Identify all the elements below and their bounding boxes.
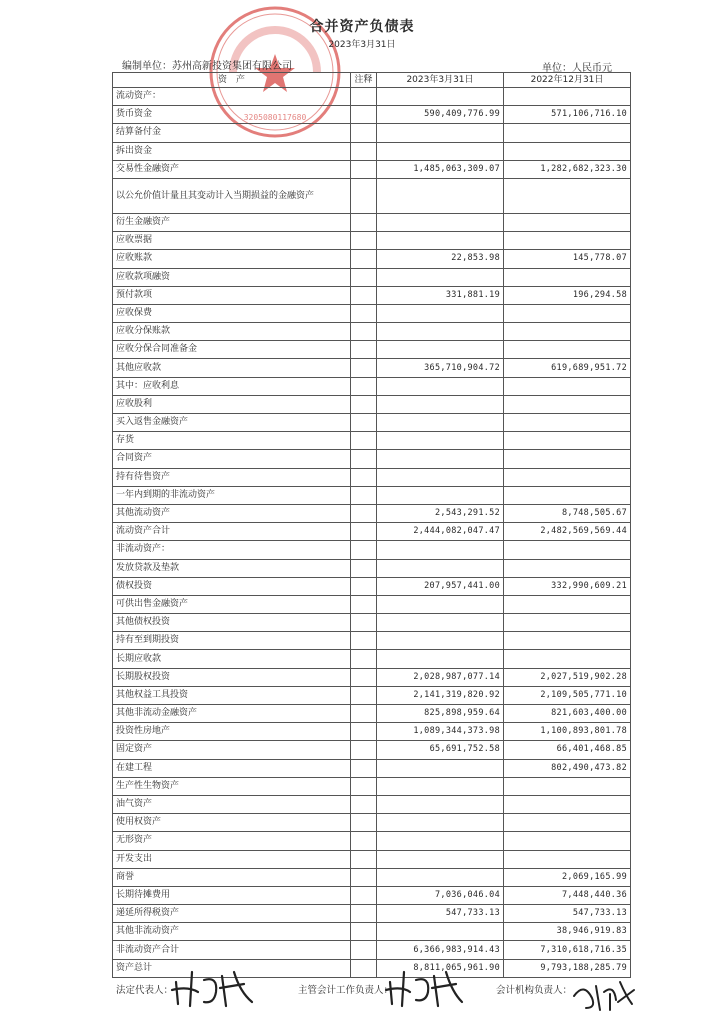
entity-label: 编制单位：苏州高新投资集团有限公司 <box>122 61 292 72</box>
row-label: 发放贷款及垫款 <box>113 559 351 577</box>
table-row <box>113 686 631 704</box>
svg-text:3205080117680: 3205080117680 <box>243 113 307 122</box>
row-value-prior: 1,100,893,801.78 <box>504 723 631 741</box>
row-value-prior: 2,482,569,569.44 <box>504 523 631 541</box>
header-note: 注释 <box>351 73 377 88</box>
row-value-prior <box>504 614 631 632</box>
row-value-current <box>377 377 504 395</box>
table-row <box>113 650 631 668</box>
row-note <box>351 832 377 850</box>
row-value-current <box>377 232 504 250</box>
table-row <box>113 468 631 486</box>
row-value-current <box>377 341 504 359</box>
row-value-current <box>377 450 504 468</box>
row-note <box>351 468 377 486</box>
row-value-current <box>377 632 504 650</box>
table-row <box>113 395 631 413</box>
table-row <box>113 541 631 559</box>
row-value-current <box>377 468 504 486</box>
row-label: 应收股利 <box>113 395 351 413</box>
table-row <box>113 213 631 231</box>
table-row <box>113 814 631 832</box>
row-value-prior <box>504 232 631 250</box>
row-value-prior: 145,778.07 <box>504 250 631 268</box>
row-note <box>351 777 377 795</box>
row-label: 流动资产合计 <box>113 523 351 541</box>
row-value-current <box>377 868 504 886</box>
balance-sheet-table <box>112 72 631 978</box>
row-value-current <box>377 178 504 213</box>
row-label: 合同资产 <box>113 450 351 468</box>
row-value-prior: 2,109,505,771.10 <box>504 686 631 704</box>
row-value-prior <box>504 341 631 359</box>
row-value-prior <box>504 377 631 395</box>
table-row <box>113 377 631 395</box>
row-value-prior <box>504 777 631 795</box>
table-row <box>113 632 631 650</box>
table-row <box>113 359 631 377</box>
row-value-prior <box>504 486 631 504</box>
row-label: 应收分保合同准备金 <box>113 341 351 359</box>
table-row <box>113 450 631 468</box>
row-label: 持有至到期投资 <box>113 632 351 650</box>
row-label: 长期待摊费用 <box>113 886 351 904</box>
row-label: 可供出售金融资产 <box>113 595 351 613</box>
row-label: 在建工程 <box>113 759 351 777</box>
row-value-current: 8,811,065,961.90 <box>377 959 504 977</box>
row-label: 其他非流动资产 <box>113 923 351 941</box>
row-note <box>351 850 377 868</box>
row-label: 应收款项融资 <box>113 268 351 286</box>
row-note <box>351 377 377 395</box>
row-note <box>351 595 377 613</box>
row-label: 债权投资 <box>113 577 351 595</box>
row-label: 使用权资产 <box>113 814 351 832</box>
row-value-current: 6,366,983,914.43 <box>377 941 504 959</box>
row-value-prior: 332,990,609.21 <box>504 577 631 595</box>
row-value-prior <box>504 541 631 559</box>
row-value-current <box>377 486 504 504</box>
row-note <box>351 941 377 959</box>
row-note <box>351 959 377 977</box>
row-value-current: 2,028,987,077.14 <box>377 668 504 686</box>
row-label: 无形资产 <box>113 832 351 850</box>
table-row <box>113 777 631 795</box>
row-value-prior <box>504 268 631 286</box>
row-value-prior <box>504 88 631 106</box>
row-value-current <box>377 414 504 432</box>
signature-accounting-org-head <box>570 974 636 1014</box>
row-label: 其中：应收利息 <box>113 377 351 395</box>
row-note <box>351 923 377 941</box>
row-value-prior: 2,069,165.99 <box>504 868 631 886</box>
row-note <box>351 178 377 213</box>
row-value-current <box>377 595 504 613</box>
row-value-prior <box>504 414 631 432</box>
row-note <box>351 577 377 595</box>
row-value-current: 2,543,291.52 <box>377 504 504 522</box>
row-note <box>351 359 377 377</box>
row-note <box>351 395 377 413</box>
row-value-current: 590,409,776.99 <box>377 106 504 124</box>
row-label: 流动资产： <box>113 88 351 106</box>
row-note <box>351 523 377 541</box>
row-note <box>351 160 377 178</box>
row-label: 投资性房地产 <box>113 723 351 741</box>
row-note <box>351 614 377 632</box>
row-note <box>351 286 377 304</box>
row-label: 资产总计 <box>113 959 351 977</box>
row-value-current: 22,853.98 <box>377 250 504 268</box>
row-value-prior <box>504 468 631 486</box>
row-value-prior <box>504 450 631 468</box>
row-label: 持有待售资产 <box>113 468 351 486</box>
row-value-prior: 66,401,468.85 <box>504 741 631 759</box>
row-label: 固定资产 <box>113 741 351 759</box>
row-value-current <box>377 268 504 286</box>
row-label: 买入返售金融资产 <box>113 414 351 432</box>
row-value-prior: 1,282,682,323.30 <box>504 160 631 178</box>
row-label: 应收账款 <box>113 250 351 268</box>
row-value-current <box>377 777 504 795</box>
row-value-current: 7,036,046.04 <box>377 886 504 904</box>
row-label: 货币资金 <box>113 106 351 124</box>
row-note <box>351 268 377 286</box>
row-note <box>351 632 377 650</box>
table-row <box>113 759 631 777</box>
row-note <box>351 905 377 923</box>
row-value-current <box>377 395 504 413</box>
table-row <box>113 723 631 741</box>
table-row <box>113 741 631 759</box>
table-row <box>113 232 631 250</box>
table-row <box>113 106 631 124</box>
row-note <box>351 795 377 813</box>
row-label: 商誉 <box>113 868 351 886</box>
row-value-current <box>377 88 504 106</box>
row-note <box>351 759 377 777</box>
row-note <box>351 106 377 124</box>
row-note <box>351 450 377 468</box>
row-label: 应收保费 <box>113 304 351 322</box>
row-label: 结算备付金 <box>113 124 351 142</box>
row-note <box>351 232 377 250</box>
row-label: 应收分保账款 <box>113 323 351 341</box>
row-note <box>351 686 377 704</box>
row-note <box>351 486 377 504</box>
row-value-current <box>377 832 504 850</box>
row-value-prior <box>504 795 631 813</box>
table-row <box>113 941 631 959</box>
row-value-current: 365,710,904.72 <box>377 359 504 377</box>
row-value-current <box>377 814 504 832</box>
row-value-current <box>377 323 504 341</box>
row-value-current <box>377 213 504 231</box>
row-label: 递延所得税资产 <box>113 905 351 923</box>
row-value-current <box>377 614 504 632</box>
row-value-current: 207,957,441.00 <box>377 577 504 595</box>
header-current: 2023年3月31日 <box>377 73 504 88</box>
row-label: 以公允价值计量且其变动计入当期损益的金融资产 <box>113 178 351 213</box>
row-label: 其他权益工具投资 <box>113 686 351 704</box>
row-note <box>351 142 377 160</box>
row-note <box>351 341 377 359</box>
row-value-prior <box>504 178 631 213</box>
table-row <box>113 250 631 268</box>
table-row <box>113 160 631 178</box>
table-row <box>113 323 631 341</box>
row-value-prior: 9,793,188,285.79 <box>504 959 631 977</box>
row-value-prior: 7,448,440.36 <box>504 886 631 904</box>
row-label: 开发支出 <box>113 850 351 868</box>
row-value-current <box>377 850 504 868</box>
table-row <box>113 795 631 813</box>
row-label: 其他非流动金融资产 <box>113 705 351 723</box>
accounting-org-head-label: 会计机构负责人： <box>496 985 573 996</box>
row-value-prior <box>504 142 631 160</box>
row-value-current <box>377 759 504 777</box>
row-value-prior: 8,748,505.67 <box>504 504 631 522</box>
row-note <box>351 650 377 668</box>
row-value-current: 2,141,319,820.92 <box>377 686 504 704</box>
row-note <box>351 668 377 686</box>
report-title: 合并资产负债表 <box>309 19 415 35</box>
row-value-prior <box>504 395 631 413</box>
row-note <box>351 504 377 522</box>
row-label: 其他债权投资 <box>113 614 351 632</box>
row-value-prior <box>504 559 631 577</box>
row-value-current: 65,691,752.58 <box>377 741 504 759</box>
row-label: 衍生金融资产 <box>113 213 351 231</box>
table-row <box>113 124 631 142</box>
row-value-current: 331,881.19 <box>377 286 504 304</box>
row-label: 拆出资金 <box>113 142 351 160</box>
header-prior: 2022年12月31日 <box>504 73 631 88</box>
row-value-current <box>377 432 504 450</box>
table-row <box>113 268 631 286</box>
row-value-prior <box>504 124 631 142</box>
table-header-row <box>113 73 631 88</box>
unit-label: 单位：人民币元 <box>542 63 612 74</box>
row-note <box>351 323 377 341</box>
row-value-prior: 547,733.13 <box>504 905 631 923</box>
row-note <box>351 741 377 759</box>
row-label: 生产性生物资产 <box>113 777 351 795</box>
table-row <box>113 142 631 160</box>
row-note <box>351 432 377 450</box>
table-row <box>113 286 631 304</box>
row-value-current: 1,089,344,373.98 <box>377 723 504 741</box>
row-value-current: 1,485,063,309.07 <box>377 160 504 178</box>
row-note <box>351 250 377 268</box>
row-value-prior <box>504 304 631 322</box>
row-value-prior: 2,027,519,902.28 <box>504 668 631 686</box>
table-row <box>113 905 631 923</box>
row-value-prior: 802,490,473.82 <box>504 759 631 777</box>
table-row <box>113 486 631 504</box>
row-value-current <box>377 142 504 160</box>
row-value-current <box>377 650 504 668</box>
row-value-prior: 38,946,919.83 <box>504 923 631 941</box>
row-label: 交易性金融资产 <box>113 160 351 178</box>
row-value-current <box>377 923 504 941</box>
row-value-current <box>377 124 504 142</box>
row-value-prior <box>504 814 631 832</box>
row-note <box>351 723 377 741</box>
row-note <box>351 414 377 432</box>
header-item: 资 产 <box>113 73 351 88</box>
signature-accounting-head <box>384 964 466 1010</box>
table-row <box>113 559 631 577</box>
row-value-current <box>377 304 504 322</box>
row-label: 预付款项 <box>113 286 351 304</box>
table-row <box>113 705 631 723</box>
row-note <box>351 304 377 322</box>
row-value-prior <box>504 213 631 231</box>
row-value-prior <box>504 832 631 850</box>
row-value-prior: 7,310,618,716.35 <box>504 941 631 959</box>
table-row <box>113 88 631 106</box>
table-row <box>113 577 631 595</box>
row-value-prior <box>504 432 631 450</box>
row-label: 非流动资产： <box>113 541 351 559</box>
row-label: 长期应收款 <box>113 650 351 668</box>
row-value-current: 547,733.13 <box>377 905 504 923</box>
row-value-prior <box>504 595 631 613</box>
row-value-prior <box>504 850 631 868</box>
table-row <box>113 432 631 450</box>
row-label: 其他流动资产 <box>113 504 351 522</box>
row-label: 一年内到期的非流动资产 <box>113 486 351 504</box>
row-note <box>351 559 377 577</box>
table-row <box>113 614 631 632</box>
row-value-current <box>377 541 504 559</box>
row-label: 存货 <box>113 432 351 450</box>
row-value-prior: 821,603,400.00 <box>504 705 631 723</box>
row-note <box>351 886 377 904</box>
row-value-current <box>377 795 504 813</box>
table-row <box>113 523 631 541</box>
row-label: 其他应收款 <box>113 359 351 377</box>
row-value-current: 2,444,082,047.47 <box>377 523 504 541</box>
table-row <box>113 923 631 941</box>
row-value-prior <box>504 632 631 650</box>
table-row <box>113 341 631 359</box>
row-note <box>351 213 377 231</box>
table-row <box>113 850 631 868</box>
signature-legal-rep <box>168 962 260 1012</box>
table-row <box>113 668 631 686</box>
table-row <box>113 304 631 322</box>
row-label: 油气资产 <box>113 795 351 813</box>
table-row <box>113 832 631 850</box>
row-note <box>351 124 377 142</box>
row-value-prior <box>504 650 631 668</box>
row-value-current: 825,898,959.64 <box>377 705 504 723</box>
table-row <box>113 595 631 613</box>
row-note <box>351 868 377 886</box>
row-value-prior <box>504 323 631 341</box>
accounting-head-label: 主管会计工作负责人： <box>298 985 394 996</box>
row-value-prior: 619,689,951.72 <box>504 359 631 377</box>
table-row <box>113 414 631 432</box>
row-note <box>351 705 377 723</box>
table-row <box>113 886 631 904</box>
row-note <box>351 814 377 832</box>
row-label: 应收票据 <box>113 232 351 250</box>
row-value-prior: 196,294.58 <box>504 286 631 304</box>
row-value-prior: 571,106,716.10 <box>504 106 631 124</box>
report-date: 2023年3月31日 <box>328 40 396 50</box>
row-label: 长期股权投资 <box>113 668 351 686</box>
row-value-current <box>377 559 504 577</box>
table-row <box>113 868 631 886</box>
table-row <box>113 504 631 522</box>
row-note <box>351 541 377 559</box>
row-note <box>351 88 377 106</box>
table-row <box>113 178 631 213</box>
legal-rep-label: 法定代表人： <box>116 985 174 996</box>
row-label: 非流动资产合计 <box>113 941 351 959</box>
